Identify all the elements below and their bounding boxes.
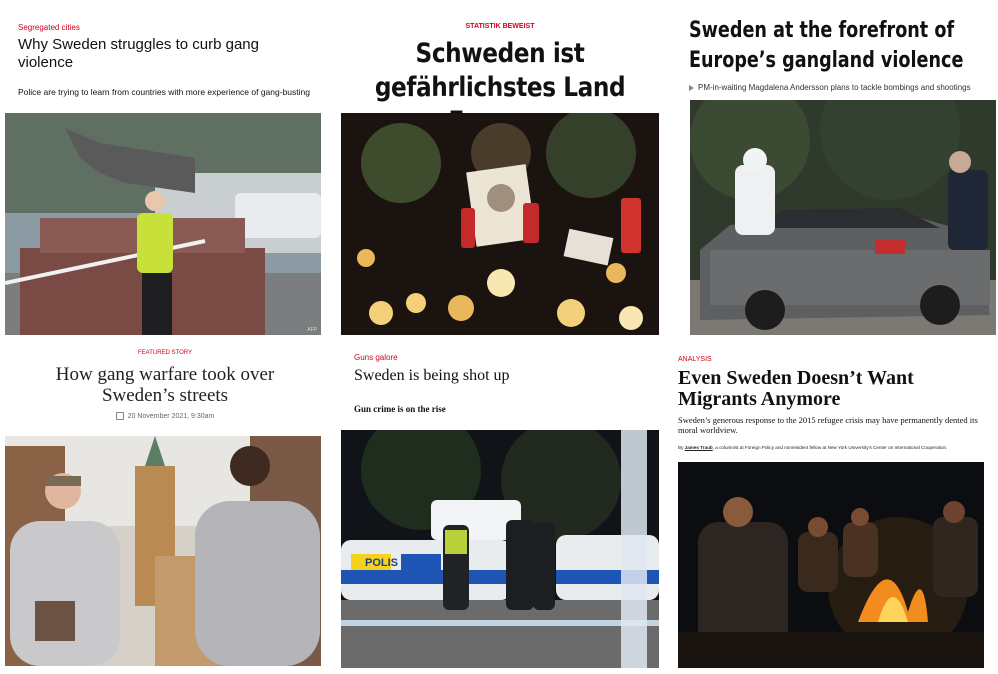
photo-credit: AFP [307,327,317,333]
article-photo [690,100,996,335]
article-headline[interactable]: How gang warfare took over Sweden’s streets [55,364,275,406]
article-date-row [5,412,325,420]
article-tile-foreign-policy[interactable] [672,348,996,668]
article-kicker: ANALYSIS [678,356,712,363]
article-tile-bild[interactable] [341,10,659,335]
article-photo [341,430,659,668]
article-photo [5,113,321,335]
triangle-right-icon [689,85,694,91]
article-standfirst: Sweden’s generous response to the 2015 refugee crisis may have permanently dented its moral worldview. [678,415,978,435]
article-byline [678,445,988,451]
article-kicker: FEATURED STORY [137,350,192,356]
article-tile-economist-2[interactable] [341,348,659,668]
article-date: 20 November 2021, 9:30am [127,412,215,420]
article-photo [678,462,984,668]
byline-rest: , a columnist at Foreign Policy and nonresident fellow at New York University’s Center on International Cooperation. [712,445,948,450]
byline-prefix: By [678,445,684,450]
calendar-icon [116,412,124,420]
police-car-text: POLIS [365,557,399,569]
article-headline[interactable]: Sweden at the forefront of Europe’s gangland violence [689,18,964,73]
article-headline[interactable]: Why Sweden struggles to curb gang violence [18,36,259,71]
article-tile-ft[interactable] [672,10,996,335]
article-standfirst: Gun crime is on the rise [354,404,446,414]
article-standfirst: PM-in-waiting Magdalena Andersson plans to tackle bombings and shootings [698,83,971,92]
standfirst-row [689,82,994,93]
article-kicker: STATISTIK BEWEIST [465,23,535,30]
article-headline[interactable]: Sweden is being shot up [354,367,510,384]
article-tile-economist[interactable] [5,10,325,335]
article-kicker: Guns galore [354,353,398,362]
article-kicker: Segregated cities [18,23,80,32]
article-tile-spectator[interactable] [5,348,325,666]
article-standfirst: Police are trying to learn from countries with more experience of gang-busting [18,87,310,97]
byline-author[interactable]: James Traub [684,445,713,450]
article-headline[interactable]: Even Sweden Doesn’t Want Migrants Anymore [678,367,914,410]
article-photo [5,436,321,666]
article-headline[interactable]: Schweden ist gefährlichstes Land [374,38,626,103]
article-photo [341,113,659,335]
